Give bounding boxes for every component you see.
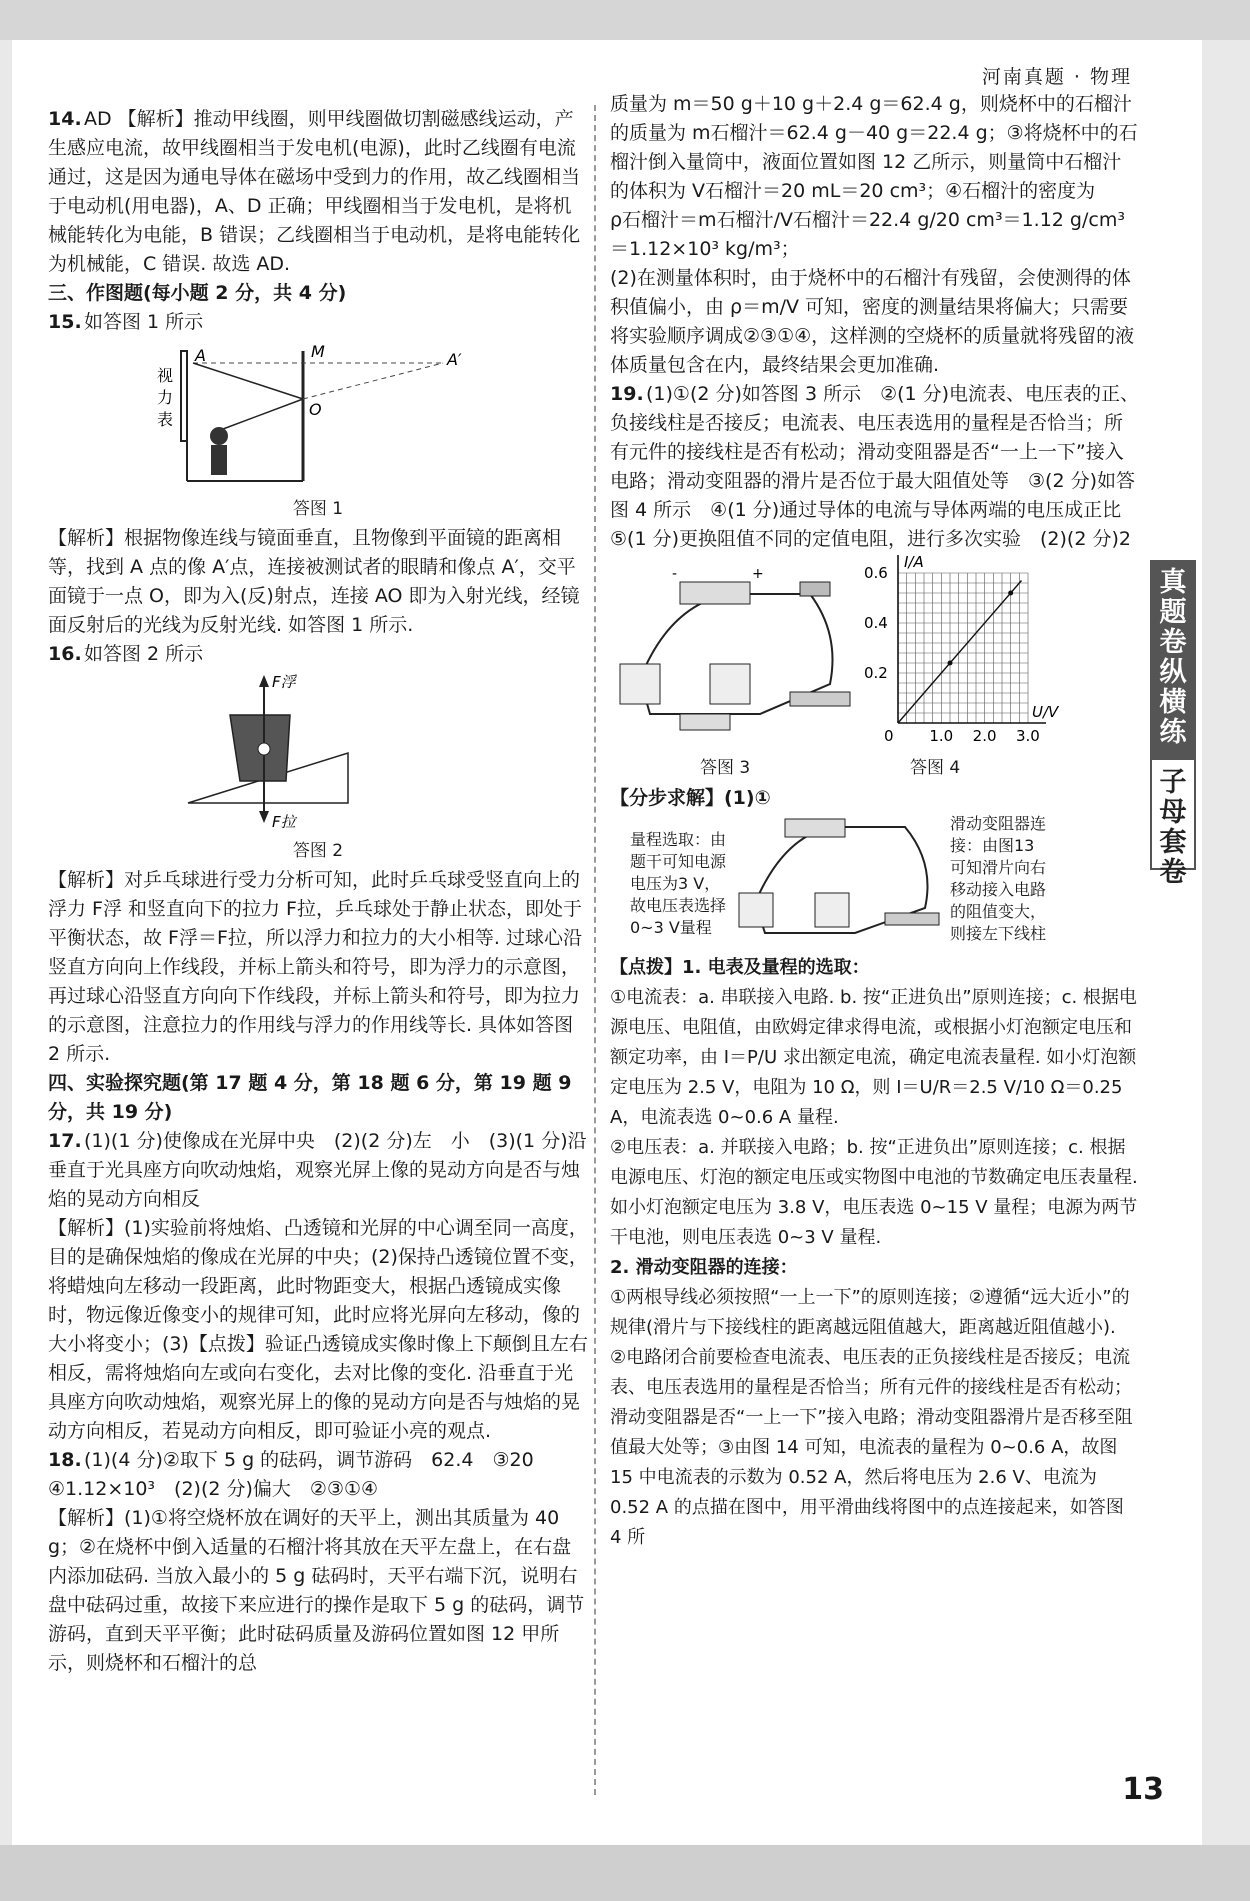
- svg-text:-: -: [672, 566, 678, 582]
- label-f-pull: F拉: [272, 813, 296, 831]
- step-solution-title: 【分步求解】(1)①: [610, 787, 771, 809]
- q17-number: 17.: [48, 1130, 82, 1152]
- x-tick-label: 3.0: [1016, 727, 1040, 745]
- tip-continued: ②电路闭合前要检查电流表、电压表的正负接线柱是否接反；电流表、电压表选用的量程是否恰当；所有元件的接线柱是否有松动；滑动变阻器是否“一上一下”接入电路；滑动变阻器滑片是否移至阻值最大处等；③由图 14 可知，电流表的量程为 0~0.6 A，故图 15 中电流表的示数为 0.52 A，然后将电压为 2.6 V、电流为 0.52 A 的点描在图中，用平滑曲线将图中的点连接起来，如答图 4 所: [610, 1347, 1133, 1548]
- x-axis-label: U/V: [1032, 703, 1059, 721]
- q19-answer: (1)①(2 分)如答图 3 所示 ②(1 分)电流表、电压表的正、负接线柱是否接反；电流表、电压表选用的量程是否恰当；所有元件的接线柱是否有松动；滑动变阻器是否“一上一下”接入电路；滑动变阻器的滑片是否位于最大阻值处等 ③(2 分)如答图 4 所示 ④(1 分)通过导体的电流与导体两端的电压成正比 ⑤(1 分)更换阻值不同的定值电阻，进行多次实验 (2)(2 分)2: [610, 383, 1141, 550]
- tips-block: [610, 953, 1140, 1553]
- figure-mirror-diagram: [153, 341, 483, 491]
- figure-force-diagram: [168, 673, 468, 833]
- q17: [48, 1127, 588, 1214]
- q18-number: 18.: [48, 1449, 82, 1471]
- q16-lead: 如答图 2 所示: [84, 643, 204, 665]
- q14-number: 14.: [48, 108, 82, 130]
- annotation-rheostat: 滑动变阻器连接：由图13可知滑片向右移动接入电路的阻值变大，则接左下线柱: [950, 814, 1047, 943]
- data-point: [948, 661, 953, 666]
- tip-heading-1: 【点拨】1. 电表及量程的选取：: [610, 957, 870, 978]
- q18-analysis: 【解析】(1)①将空烧杯放在调好的天平上，测出其质量为 40 g；②在烧杯中倒入适量的石榴汁将其放在天平左盘上，在右盘内添加砝码. 当放入最小的 5 g 砝码时，天平右端下沉，说明右盘中砝码过重，故接下来应进行的操作是取下 5 g 的砝码，调节游码，直到天平平衡；此时砝码质量及游码位置如图 12 甲所示，则烧杯和石榴汁的总: [48, 1507, 585, 1674]
- page-header: 河南真题 · 物理: [981, 66, 1132, 88]
- tip-ammeter: ①电流表：a. 串联接入电路. b. 按“正进负出”原则连接；c. 根据电源电压、电阻值，由欧姆定律求得电流，或根据小灯泡额定电压和额定功率，由 I＝P/U 求出额定电流，确定电流表量程. 如小灯泡额定电压为 2.5 V，电阻为 10 Ω，则 I＝U/R＝2.5 V/10 Ω＝0.25 A，电流表选 0~0.6 A 量程.: [610, 987, 1137, 1128]
- svg-text:表: 表: [157, 410, 174, 429]
- top-margin: [0, 0, 1250, 40]
- x-tick-label: 2.0: [972, 727, 997, 745]
- q14-text: AD 【解析】推动甲线圈，则甲线圈做切割磁感线运动，产生感应电流，故甲线圈相当于发电机(电源)，此时乙线圈有电流通过，这是因为通电导体在磁场中受到力的作用，故乙线圈相当于电动机(用电器)，A、D 正确；甲线圈相当于发电机，是将机械能转化为电能，B 错误；乙线圈相当于电动机，是将电能转化为机械能，C 错误. 故选 AD.: [48, 108, 581, 275]
- bottom-margin: [0, 1845, 1250, 1901]
- tip-rheostat: ①两根导线必须按照“一上一下”的原则连接；②遵循“远大近小”的规律(滑片与下接线柱的距离越远阻值越大，距离越近阻值越小).: [610, 1287, 1130, 1338]
- q18-answer: (1)(4 分)②取下 5 g 的砝码，调节游码 62.4 ③20 ④1.12×10³ (2)(2 分)偏大 ②③①④: [48, 1449, 553, 1500]
- q19-number: 19.: [610, 383, 644, 405]
- caption-fig4: 答图 4: [910, 758, 961, 778]
- figures-row: [610, 554, 1140, 784]
- column-divider: [594, 105, 596, 1795]
- q15: [48, 308, 588, 337]
- caption-fig2: 答图 2: [292, 841, 344, 861]
- q15-lead: 如答图 1 所示: [84, 311, 204, 333]
- q17-analysis: 【解析】(1)实验前将烛焰、凸透镜和光屏的中心调至同一高度，目的是确保烛焰的像成在光屏的中央；(2)保持凸透镜位置不变，将蜡烛向左移动一段距离，此时物距变大，根据凸透镜成实像时，物远像近像变小的规律可知，此时应将光屏向左移动，像的大小将变小；(3)【点拨】验证凸透镜成实像时像上下颠倒且左右相反，需将烛焰向左或向右变化，去对比像的变化. 沿垂直于光具座方向吹动烛焰，观察光屏上的像的晃动方向是否与烛焰的晃动方向相反，若晃动方向相反，即可验证小亮的观点.: [48, 1217, 588, 1442]
- figure-circuit: [610, 564, 860, 754]
- right-column: [610, 90, 1140, 1553]
- label-M: M: [311, 342, 325, 361]
- eye-chart-label: 视: [157, 366, 174, 385]
- x-tick-label: 0: [884, 727, 894, 745]
- section-3-title: 三、作图题(每小题 2 分，共 4 分): [48, 282, 347, 304]
- step-annotation-block: [610, 813, 1140, 953]
- fit-line: [898, 581, 1022, 724]
- y-tick-label: 0.2: [864, 664, 888, 682]
- svg-text:力: 力: [157, 388, 174, 407]
- section-4-title: 四、实验探究题(第 17 题 4 分，第 18 题 6 分，第 19 题 9 分，共 19 分): [48, 1072, 572, 1123]
- label-A-prime: A′: [447, 350, 462, 369]
- side-tab-practice: 真题卷纵横练: [1150, 560, 1196, 758]
- label-f-buoyant: F浮: [272, 673, 296, 691]
- q15-number: 15.: [48, 311, 82, 333]
- q14: [48, 105, 588, 279]
- y-axis-label: I/A: [904, 553, 924, 571]
- svg-text:+: +: [752, 566, 764, 582]
- q16: [48, 640, 588, 669]
- annotation-voltmeter-range: 量程选取：由题干可知电源电压为3 V，故电压表选择0~3 V量程: [630, 830, 727, 937]
- iv-chart: [860, 548, 1059, 758]
- y-tick-label: 0.6: [864, 564, 888, 582]
- q15-analysis: 【解析】根据物像连线与镜面垂直，且物像到平面镜的距离相等，找到 A 点的像 A′点，连接被测试者的眼睛和像点 A′，交平面镜于一点 O，即为入(反)射点，连接 AO 即为入射光线，经镜面反射后的光线为反射光线. 如答图 1 所示.: [48, 527, 580, 636]
- tip-heading-2: 2. 滑动变阻器的连接：: [610, 1257, 798, 1278]
- figure-circuit-small: [735, 813, 945, 943]
- label-O: O: [309, 400, 322, 419]
- q18: [48, 1446, 588, 1504]
- tip-voltmeter: ②电压表：a. 并联接入电路；b. 按“正进负出”原则连接；c. 根据电源电压、灯泡的额定电压或实物图中电池的节数确定电压表量程. 如小灯泡额定电压为 3.8 V，电压表选 0~15 V 量程；电源为两节干电池，则电压表选 0~3 V 量程.: [610, 1137, 1138, 1248]
- q16-number: 16.: [48, 643, 82, 665]
- right-para-3: (2)在测量体积时，由于烧杯中的石榴汁有残留，会使测得的体积值偏小，由 ρ＝m/V 可知，密度的测量结果将偏大；只需要将实验顺序调成②③①④，这样测的空烧杯的质量就将残留的液体质量包含在内，最终结果会更加准确.: [610, 267, 1135, 376]
- page-number: 13: [1122, 1772, 1164, 1807]
- density-formula: ρ石榴汁＝m石榴汁/V石榴汁＝22.4 g/20 cm³＝1.12 g/cm³＝1.12×10³ kg/m³；: [610, 209, 1125, 260]
- data-point: [1008, 591, 1013, 596]
- q19: [610, 380, 1140, 554]
- label-A: A: [195, 346, 206, 365]
- side-tab-set: 子母套卷: [1150, 758, 1196, 870]
- caption-fig1: 答图 1: [292, 499, 344, 519]
- q16-analysis: 【解析】对乒乓球进行受力分析可知，此时乒乓球受竖直向上的浮力 F浮 和竖直向下的拉力 F拉，乒乓球处于静止状态，即处于平衡状态，故 F浮＝F拉，所以浮力和拉力的大小相等. 过球心沿竖直方向向上作线段，并标上箭头和符号，即为浮力的示意图，再过球心沿竖直方向向下作线段，并标上箭头和符号，即为拉力的示意图，注意拉力的作用线与浮力的作用线等长. 具体如答图 2 所示.: [48, 869, 582, 1065]
- left-column: [48, 105, 588, 1678]
- right-para-1: 质量为 m＝50 g＋10 g＋2.4 g＝62.4 g，则烧杯中的石榴汁的质量为 m石榴汁＝62.4 g－40 g＝22.4 g；③将烧杯中的石榴汁倒入量筒中，液面位置如图 12 乙所示，则量筒中石榴汁的体积为 V石榴汁＝20 mL＝20 cm³；④石榴汁的密度为: [610, 93, 1138, 202]
- x-tick-label: 1.0: [929, 727, 954, 745]
- caption-fig3: 答图 3: [700, 758, 751, 778]
- q17-answer: (1)(1 分)使像成在光屏中央 (2)(2 分)左 小 (3)(1 分)沿垂直于光具座方向吹动烛焰，观察光屏上像的晃动方向是否与烛焰的晃动方向相反: [48, 1130, 587, 1210]
- y-tick-label: 0.4: [864, 614, 888, 632]
